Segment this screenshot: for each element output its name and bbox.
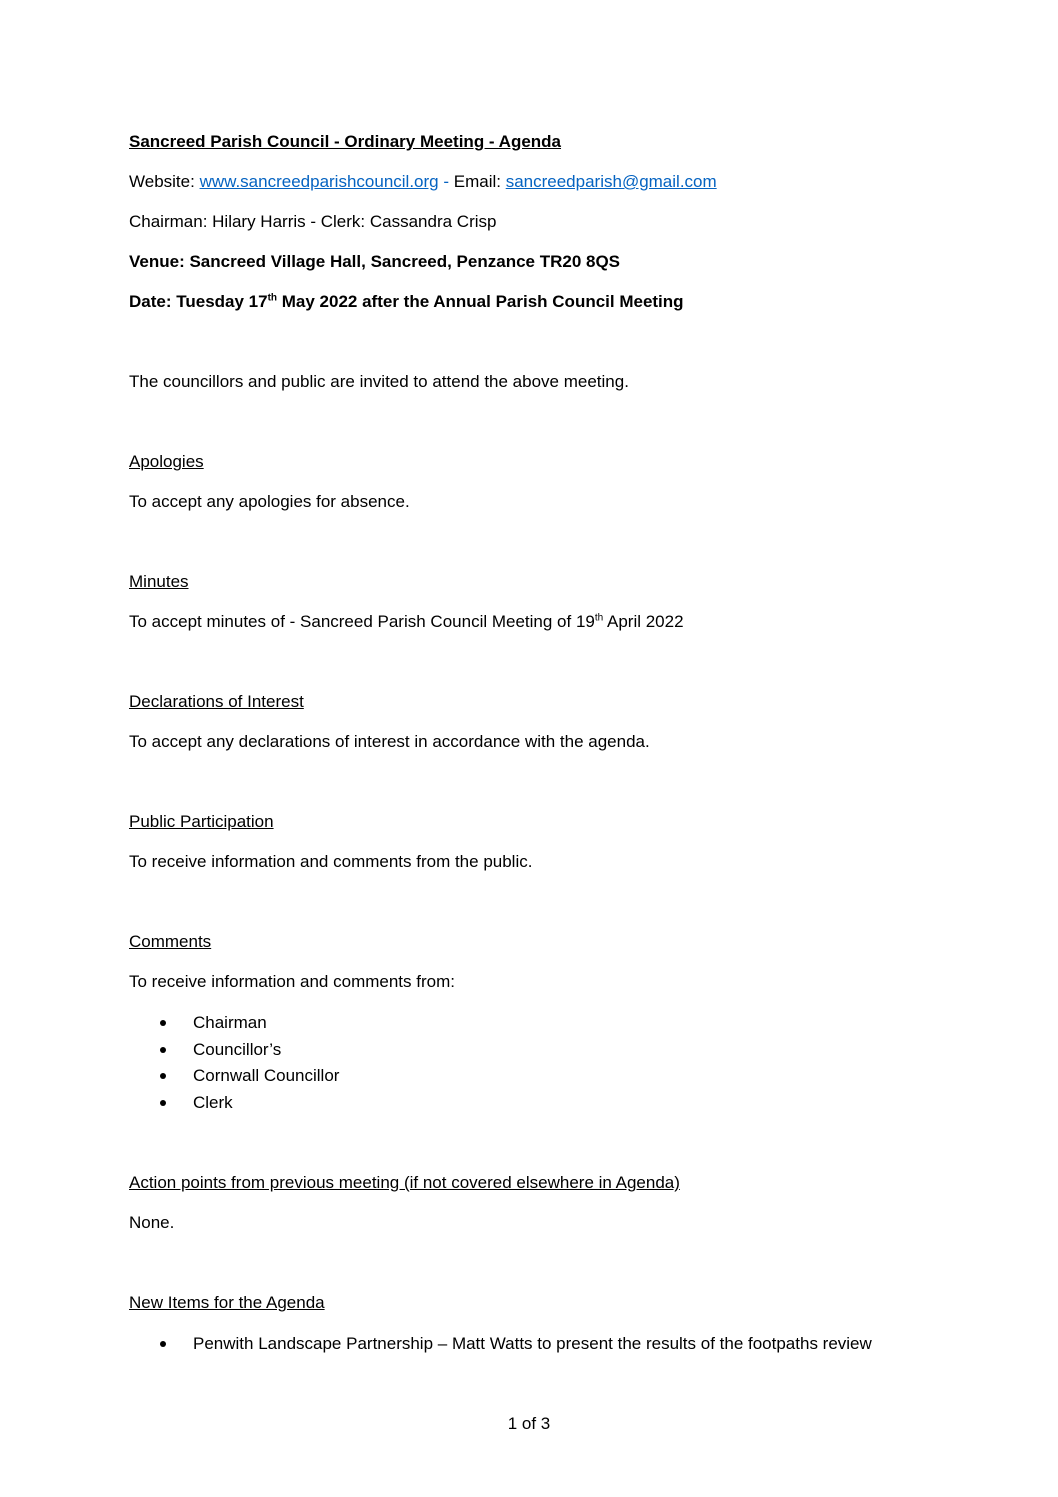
- agenda-title: Sancreed Parish Council - Ordinary Meeting - Agenda: [129, 132, 562, 151]
- comments-item-councillors: Councillor’s: [193, 1039, 282, 1059]
- email-label: Email:: [449, 172, 506, 191]
- action-points-heading: Action points from previous meeting (if not covered elsewhere in Agenda): [129, 1173, 680, 1192]
- public-participation-text: To receive information and comments from the public.: [129, 852, 533, 871]
- bullet-icon: [160, 1020, 166, 1026]
- date-suffix: May 2022 after the Annual Parish Council Meeting: [277, 292, 684, 311]
- public-participation-heading: Public Participation: [129, 812, 274, 831]
- website-label: Website:: [129, 172, 200, 191]
- email-link[interactable]: sancreedparish@gmail.com: [505, 172, 717, 191]
- minutes-text: [129, 611, 684, 633]
- bullet-icon: [160, 1100, 166, 1106]
- apologies-text: To accept any apologies for absence.: [129, 492, 410, 511]
- minutes-superscript: th: [594, 612, 604, 624]
- declarations-heading: Declarations of Interest: [129, 692, 304, 711]
- officers-line: Chairman: Hilary Harris - Clerk: Cassandra Crisp: [129, 212, 497, 231]
- bullet-icon: [160, 1047, 166, 1053]
- bullet-icon: [160, 1341, 166, 1347]
- website-dash: -: [438, 172, 450, 191]
- comments-text: To receive information and comments from:: [129, 972, 455, 991]
- comments-heading: Comments: [129, 932, 212, 951]
- new-items-heading: New Items for the Agenda: [129, 1293, 325, 1312]
- comments-item-cornwall-councillor: Cornwall Councillor: [193, 1066, 340, 1085]
- intro-text: The councillors and public are invited to attend the above meeting.: [129, 372, 629, 391]
- comments-item-chairman: Chairman: [193, 1013, 267, 1032]
- website-line: [129, 171, 717, 193]
- venue-line: Venue: Sancreed Village Hall, Sancreed, Penzance TR20 8QS: [129, 252, 621, 271]
- minutes-text-suffix: April 2022: [603, 612, 684, 631]
- minutes-text-prefix: To accept minutes of - Sancreed Parish Council Meeting of 19: [129, 612, 595, 631]
- minutes-heading: Minutes: [129, 572, 189, 591]
- date-superscript: th: [267, 292, 278, 304]
- date-prefix: Date: Tuesday 17: [129, 292, 268, 311]
- new-item-penwith: Penwith Landscape Partnership – Matt Watts to present the results of the footpaths review: [193, 1334, 872, 1353]
- website-link[interactable]: www.sancreedparishcouncil.org: [199, 172, 439, 191]
- comments-item-clerk: Clerk: [193, 1092, 233, 1112]
- page-number: 1 of 3: [507, 1414, 551, 1433]
- declarations-text: To accept any declarations of interest in accordance with the agenda.: [129, 732, 650, 751]
- apologies-heading: Apologies: [129, 452, 204, 471]
- bullet-icon: [160, 1073, 166, 1079]
- date-line: [129, 291, 684, 313]
- action-points-text: None.: [129, 1213, 175, 1232]
